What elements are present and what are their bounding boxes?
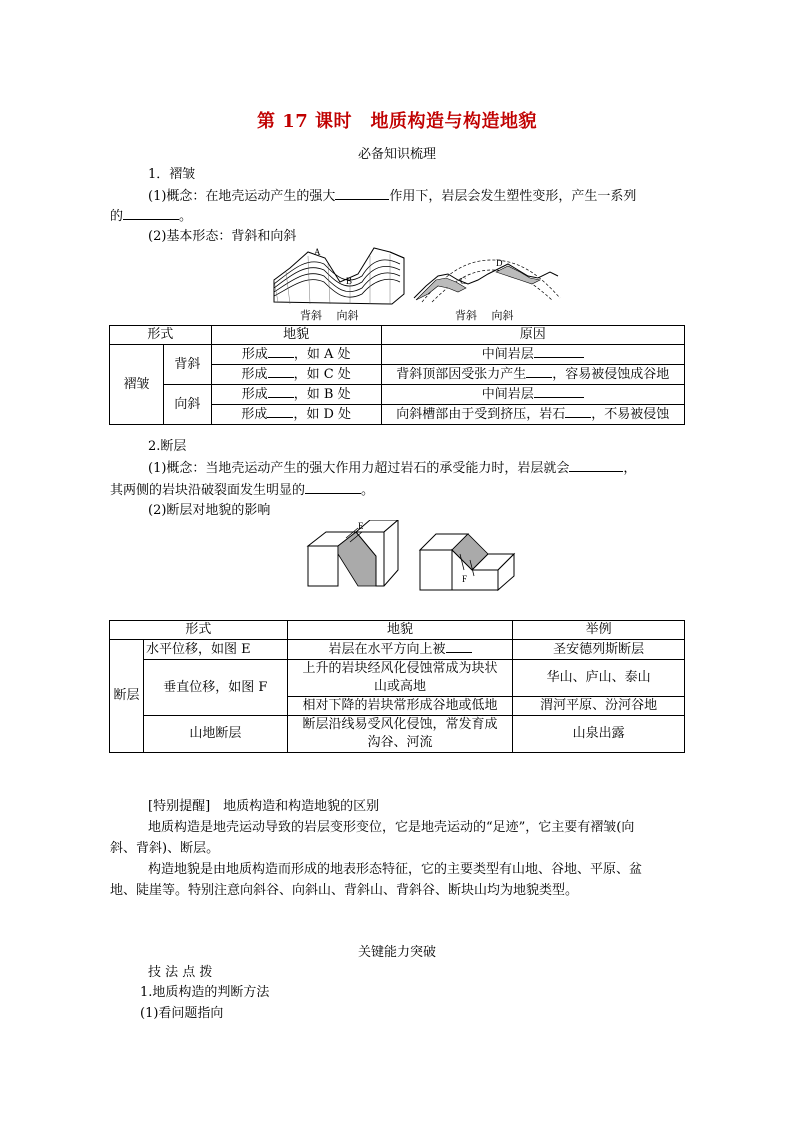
fault-concept-line1: (1)概念：当地壳运动产生的强大作用力超过岩石的承受能力时，岩层就会 ， <box>148 461 637 476</box>
cell-landform: 形成 ，如 A 处 <box>211 345 381 365</box>
cell-cause: 中间岩层 <box>381 385 684 405</box>
fold-heading: 1．褶皱 <box>148 167 196 182</box>
cell-cause: 中间岩层 <box>381 345 684 365</box>
section-heading-abilities: 关键能力突破 <box>357 945 436 960</box>
cell-landform: 形成 ，如 B 处 <box>211 385 381 405</box>
fold-basic-forms: (2)基本形态：背斜和向斜 <box>148 229 297 244</box>
row-anticline: 背斜 <box>163 345 211 385</box>
row-group-fault: 断层 <box>110 640 144 753</box>
cell-landform: 形成 ，如 C 处 <box>211 365 381 385</box>
fault-table <box>109 620 685 753</box>
header-form: 形式 <box>110 326 212 345</box>
fold-concept-line2: 的 。 <box>110 209 193 224</box>
horizontal-fault-diagram <box>306 520 402 588</box>
cell-cause: 向斜槽部由于受到挤压，岩石 ，不易被侵蚀 <box>381 405 684 425</box>
header-landform: 地貌 <box>287 621 513 640</box>
tip-p2-line1: 构造地貌是由地质构造而形成的地表形态特征，它的主要类型有山地、谷地、平原、盆 <box>148 862 643 877</box>
header-cause: 原因 <box>381 326 684 345</box>
label-f: F <box>462 574 468 584</box>
anticline-syncline-block-diagram <box>270 242 410 306</box>
vertical-fault-diagram <box>418 530 518 592</box>
label-c: C <box>460 276 467 286</box>
cell-example: 华山、庐山、泰山 <box>513 660 685 697</box>
label-b: B <box>346 276 353 286</box>
fold-figure-caption-left: 背斜 向斜 <box>300 309 359 322</box>
label-a: A <box>314 247 321 257</box>
cell-form: 垂直位移，如图 F <box>143 660 287 716</box>
label-e: E <box>358 521 364 531</box>
cell-landform: 上升的岩块经风化侵蚀常成为块状山或高地 <box>287 660 513 697</box>
cell-landform: 形成 ，如 D 处 <box>211 405 381 425</box>
skills-label: 技 法 点 拨 <box>148 965 213 980</box>
label-d: D <box>496 258 503 268</box>
cell-landform: 相对下降的岩块常形成谷地或低地 <box>287 697 513 716</box>
fault-heading: 2.断层 <box>148 439 187 454</box>
header-landform: 地貌 <box>211 326 381 345</box>
skills-item-1: 1.地质构造的判断方法 <box>140 985 270 1000</box>
header-example: 举例 <box>513 621 685 640</box>
header-form: 形式 <box>110 621 288 640</box>
eroded-fold-diagram <box>412 254 562 306</box>
fold-concept-line1: (1)概念：在地壳运动产生的强大 作用下，岩层会发生塑性变形，产生一系列 <box>148 189 637 204</box>
cell-landform: 断层沿线易受风化侵蚀，常发育成沟谷、河流 <box>287 716 513 753</box>
tip-p2-line2: 地、陡崖等。特别注意向斜谷、向斜山、背斜山、背斜谷、断块山均为地貌类型。 <box>110 883 579 898</box>
cell-cause: 背斜顶部因受张力产生 ，容易被侵蚀成谷地 <box>381 365 684 385</box>
tip-p1-line2: 斜、背斜)、断层。 <box>110 841 220 856</box>
tip-label: [特别提醒] 地质构造和构造地貌的区别 <box>148 799 380 814</box>
cell-landform: 岩层在水平方向上被 <box>287 640 513 660</box>
cell-form: 山地断层 <box>143 716 287 753</box>
skills-item-1-1: (1)看问题指向 <box>140 1006 224 1021</box>
page-title: 第 17 课时 地质构造与构造地貌 <box>256 111 538 132</box>
row-group-fold: 褶皱 <box>110 345 164 425</box>
row-syncline: 向斜 <box>163 385 211 425</box>
fault-concept-line2: 其两侧的岩块沿破裂面发生明显的 。 <box>110 483 375 498</box>
fold-figure-caption-right: 背斜 向斜 <box>455 309 514 322</box>
tip-p1-line1: 地质构造是地壳运动导致的岩层变形变位，它是地壳运动的“足迹”，它主要有褶皱(向 <box>148 820 635 835</box>
cell-example: 山泉出露 <box>513 716 685 753</box>
cell-form: 水平位移，如图 E <box>143 640 287 660</box>
fold-table <box>109 325 685 425</box>
fault-impact: (2)断层对地貌的影响 <box>148 503 271 518</box>
section-heading-knowledge: 必备知识梳理 <box>357 147 436 162</box>
cell-example: 渭河平原、汾河谷地 <box>513 697 685 716</box>
cell-example: 圣安德列斯断层 <box>513 640 685 660</box>
